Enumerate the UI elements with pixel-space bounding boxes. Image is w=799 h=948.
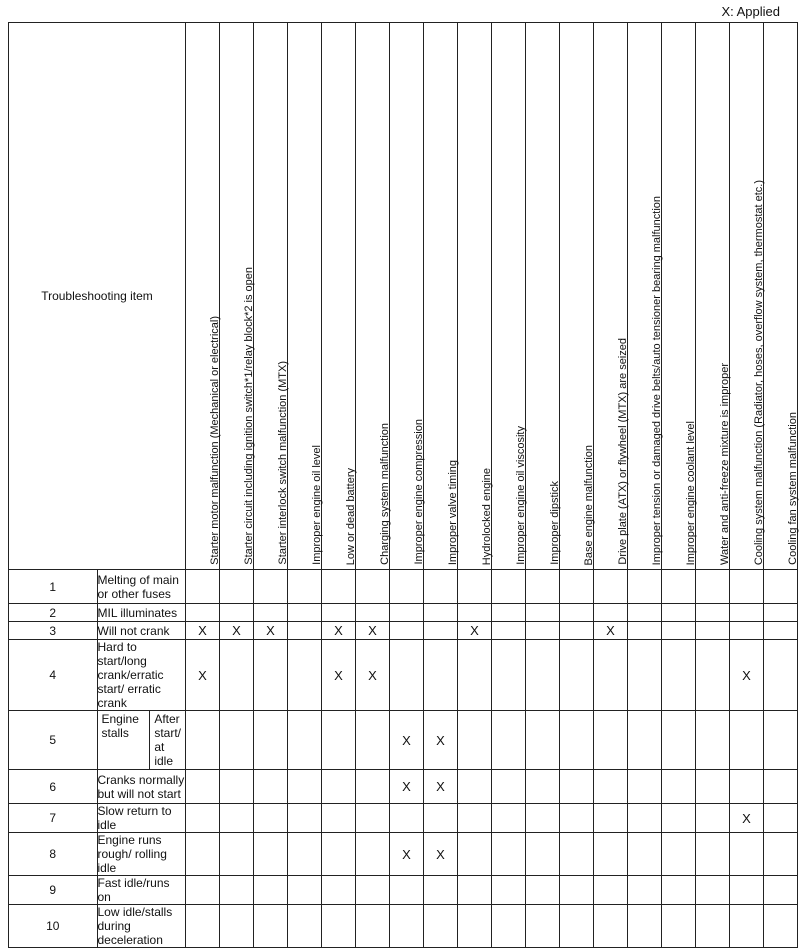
mark-cell [526, 905, 560, 948]
mark-cell [288, 711, 322, 770]
troubleshooting-item: Fast idle/runs on [97, 876, 186, 905]
mark-cell: X [322, 640, 356, 711]
mark-cell [594, 905, 628, 948]
mark-cell [186, 711, 220, 770]
mark-cell [696, 770, 730, 804]
mark-cell [492, 804, 526, 833]
mark-cell [322, 570, 356, 604]
mark-cell [696, 622, 730, 640]
mark-cell [322, 711, 356, 770]
cause-label: Starter circuit including ignition switch*1/relay block*2 is open [242, 267, 255, 565]
mark-cell [254, 711, 288, 770]
mark-cell [288, 640, 322, 711]
mark-cell [730, 876, 764, 905]
mark-cell [526, 770, 560, 804]
mark-cell [458, 570, 492, 604]
mark-cell [254, 570, 288, 604]
mark-cell [662, 604, 696, 622]
mark-cell [764, 804, 798, 833]
mark-cell [458, 711, 492, 770]
mark-cell [594, 640, 628, 711]
row-number: 7 [9, 804, 98, 833]
cause-label: Water and anti-freeze mixture is improper [718, 363, 731, 565]
cause-label: Starter motor malfunction (Mechanical or electrical) [208, 316, 221, 565]
mark-cell: X [458, 622, 492, 640]
mark-cell [764, 640, 798, 711]
mark-cell [322, 833, 356, 876]
mark-cell [254, 905, 288, 948]
mark-cell [662, 905, 696, 948]
cause-column-header [322, 23, 356, 570]
mark-cell [764, 604, 798, 622]
mark-cell: X [254, 622, 288, 640]
item-sub-label: After start/ at idle [154, 712, 181, 768]
mark-cell [186, 876, 220, 905]
mark-cell [424, 905, 458, 948]
mark-cell [696, 804, 730, 833]
cause-label: Low or dead battery [344, 467, 357, 565]
mark-cell [288, 622, 322, 640]
mark-cell [458, 905, 492, 948]
cause-label: Starter interlock switch malfunction (MTX) [276, 361, 289, 565]
mark-cell [560, 876, 594, 905]
mark-cell: X [220, 622, 254, 640]
mark-cell: X [424, 770, 458, 804]
mark-cell [662, 804, 696, 833]
cause-column-header [764, 23, 798, 570]
cause-label: Improper engine oil level [310, 445, 323, 565]
mark-cell [322, 876, 356, 905]
mark-cell [254, 640, 288, 711]
table-row [9, 876, 798, 905]
mark-cell [730, 622, 764, 640]
mark-cell [764, 622, 798, 640]
troubleshooting-item [97, 711, 186, 770]
troubleshooting-item: Melting of main or other fuses [97, 570, 186, 604]
cause-label: Improper dipstick [548, 481, 561, 565]
cause-label: Improper engine compression [412, 419, 425, 565]
mark-cell [186, 570, 220, 604]
mark-cell [560, 640, 594, 711]
mark-cell [492, 640, 526, 711]
mark-cell [356, 770, 390, 804]
mark-cell [662, 833, 696, 876]
mark-cell [662, 640, 696, 711]
mark-cell [492, 711, 526, 770]
mark-cell [730, 604, 764, 622]
mark-cell [356, 833, 390, 876]
troubleshooting-item: Will not crank [97, 622, 186, 640]
mark-cell [696, 833, 730, 876]
mark-cell [458, 770, 492, 804]
mark-cell [662, 876, 696, 905]
mark-cell [492, 604, 526, 622]
mark-cell [526, 804, 560, 833]
row-number: 2 [9, 604, 98, 622]
table-row [9, 833, 798, 876]
mark-cell [458, 640, 492, 711]
mark-cell [458, 833, 492, 876]
mark-cell [560, 711, 594, 770]
cause-column-header [220, 23, 254, 570]
table-row [9, 604, 798, 622]
mark-cell [322, 905, 356, 948]
mark-cell: X [186, 640, 220, 711]
mark-cell [220, 833, 254, 876]
cause-column-header [492, 23, 526, 570]
cause-label: Improper tension or damaged drive belts/auto tensioner bearing malfunction [650, 195, 663, 565]
mark-cell [764, 833, 798, 876]
mark-cell [390, 640, 424, 711]
row-number: 5 [9, 711, 98, 770]
mark-cell [356, 905, 390, 948]
troubleshooting-item: Cranks normally but will not start [97, 770, 186, 804]
mark-cell [730, 833, 764, 876]
mark-cell [356, 804, 390, 833]
cause-label: Base engine malfunction [582, 444, 595, 565]
row-number: 6 [9, 770, 98, 804]
row-number: 3 [9, 622, 98, 640]
cause-column-header [696, 23, 730, 570]
mark-cell [526, 604, 560, 622]
mark-cell [526, 711, 560, 770]
mark-cell [458, 604, 492, 622]
mark-cell [424, 876, 458, 905]
mark-cell [628, 833, 662, 876]
row-number: 8 [9, 833, 98, 876]
mark-cell [220, 804, 254, 833]
mark-cell [458, 804, 492, 833]
mark-cell: X [730, 804, 764, 833]
item-main-label: Engine stalls [98, 711, 151, 769]
mark-cell [186, 833, 220, 876]
mark-cell [424, 622, 458, 640]
cause-column-header [628, 23, 662, 570]
mark-cell [322, 804, 356, 833]
cause-label: Drive plate (ATX) or flywheel (MTX) are seized [616, 338, 629, 565]
cause-column-header [356, 23, 390, 570]
mark-cell [594, 711, 628, 770]
cause-column-header [390, 23, 424, 570]
cause-label: Cooling system malfunction (Radiator, hoses, overflow system, thermostat etc.) [752, 179, 765, 565]
cause-column-header [560, 23, 594, 570]
mark-cell [390, 905, 424, 948]
mark-cell [560, 604, 594, 622]
mark-cell [322, 604, 356, 622]
mark-cell [492, 570, 526, 604]
mark-cell [696, 604, 730, 622]
mark-cell [696, 570, 730, 604]
mark-cell [662, 770, 696, 804]
mark-cell [662, 711, 696, 770]
table-row [9, 770, 798, 804]
mark-cell [696, 711, 730, 770]
cause-column-header [186, 23, 220, 570]
mark-cell [288, 770, 322, 804]
cause-label: Hydrolocked engine [480, 467, 493, 565]
mark-cell [628, 804, 662, 833]
legend-applied: X: Applied [721, 4, 780, 19]
mark-cell: X [390, 770, 424, 804]
mark-cell [628, 711, 662, 770]
mark-cell [356, 604, 390, 622]
mark-cell [390, 570, 424, 604]
mark-cell [492, 622, 526, 640]
mark-cell [254, 804, 288, 833]
mark-cell [424, 804, 458, 833]
troubleshooting-item: Engine runs rough/ rolling idle [97, 833, 186, 876]
cause-label: Charging system malfunction [378, 423, 391, 565]
mark-cell [628, 622, 662, 640]
mark-cell [560, 570, 594, 604]
mark-cell: X [424, 833, 458, 876]
mark-cell [628, 770, 662, 804]
mark-cell [594, 604, 628, 622]
header-row [9, 23, 798, 570]
mark-cell [186, 905, 220, 948]
mark-cell [764, 905, 798, 948]
mark-cell [288, 604, 322, 622]
mark-cell [390, 804, 424, 833]
mark-cell [390, 604, 424, 622]
mark-cell [356, 711, 390, 770]
mark-cell: X [322, 622, 356, 640]
cause-column-header [424, 23, 458, 570]
mark-cell [696, 905, 730, 948]
table-row [9, 640, 798, 711]
mark-cell [560, 833, 594, 876]
mark-cell [254, 770, 288, 804]
cause-column-header [254, 23, 288, 570]
mark-cell [696, 876, 730, 905]
cause-column-header [526, 23, 560, 570]
mark-cell [526, 570, 560, 604]
mark-cell [730, 770, 764, 804]
mark-cell [424, 570, 458, 604]
mark-cell [492, 905, 526, 948]
cause-label: Improper valve timing [446, 459, 459, 565]
mark-cell [628, 570, 662, 604]
mark-cell [424, 604, 458, 622]
mark-cell [662, 570, 696, 604]
mark-cell [254, 604, 288, 622]
mark-cell [560, 804, 594, 833]
mark-cell [662, 622, 696, 640]
mark-cell [186, 770, 220, 804]
mark-cell [594, 770, 628, 804]
mark-cell [764, 876, 798, 905]
cause-column-header [458, 23, 492, 570]
mark-cell [220, 570, 254, 604]
troubleshooting-item: MIL illuminates [97, 604, 186, 622]
mark-cell [220, 905, 254, 948]
mark-cell [526, 622, 560, 640]
mark-cell: X [356, 622, 390, 640]
table-row [9, 570, 798, 604]
mark-cell [594, 804, 628, 833]
row-number: 1 [9, 570, 98, 604]
mark-cell [628, 876, 662, 905]
cause-label: Improper engine coolant level [684, 420, 697, 565]
mark-cell [594, 570, 628, 604]
mark-cell [764, 711, 798, 770]
mark-cell [458, 876, 492, 905]
mark-cell [594, 833, 628, 876]
mark-cell [390, 622, 424, 640]
mark-cell [764, 770, 798, 804]
mark-cell [526, 876, 560, 905]
cause-column-header [594, 23, 628, 570]
mark-cell [764, 570, 798, 604]
troubleshooting-item: Hard to start/long crank/erratic start/ erratic crank [97, 640, 186, 711]
mark-cell [560, 770, 594, 804]
mark-cell [424, 640, 458, 711]
mark-cell: X [594, 622, 628, 640]
mark-cell [526, 640, 560, 711]
table-row [9, 804, 798, 833]
mark-cell [288, 804, 322, 833]
mark-cell [492, 770, 526, 804]
cause-label: Cooling fan system malfunction [786, 412, 799, 565]
mark-cell [628, 604, 662, 622]
mark-cell [186, 604, 220, 622]
mark-cell [254, 833, 288, 876]
row-number: 9 [9, 876, 98, 905]
mark-cell [220, 640, 254, 711]
mark-cell [594, 876, 628, 905]
mark-cell [288, 570, 322, 604]
mark-cell: X [390, 711, 424, 770]
cause-label: Improper engine oil viscosity [514, 426, 527, 565]
mark-cell [628, 640, 662, 711]
troubleshooting-table [8, 22, 798, 948]
mark-cell [288, 876, 322, 905]
mark-cell: X [356, 640, 390, 711]
table-row [9, 711, 798, 770]
mark-cell [220, 711, 254, 770]
mark-cell [288, 833, 322, 876]
mark-cell: X [186, 622, 220, 640]
troubleshooting-item-header: Troubleshooting item [9, 23, 186, 570]
cause-column-header [662, 23, 696, 570]
mark-cell [492, 876, 526, 905]
mark-cell [526, 833, 560, 876]
mark-cell: X [390, 833, 424, 876]
mark-cell [560, 622, 594, 640]
mark-cell [220, 876, 254, 905]
table-row [9, 622, 798, 640]
cause-column-header [730, 23, 764, 570]
cause-column-header [288, 23, 322, 570]
mark-cell [356, 570, 390, 604]
mark-cell [254, 876, 288, 905]
troubleshooting-item: Low idle/stalls during deceleration [97, 905, 186, 948]
troubleshooting-item: Slow return to idle [97, 804, 186, 833]
mark-cell [560, 905, 594, 948]
mark-cell: X [424, 711, 458, 770]
mark-cell [730, 711, 764, 770]
mark-cell [186, 804, 220, 833]
mark-cell [288, 905, 322, 948]
mark-cell [220, 770, 254, 804]
mark-cell: X [730, 640, 764, 711]
mark-cell [220, 604, 254, 622]
mark-cell [390, 876, 424, 905]
mark-cell [730, 570, 764, 604]
mark-cell [492, 833, 526, 876]
mark-cell [628, 905, 662, 948]
row-number: 4 [9, 640, 98, 711]
table-row [9, 905, 798, 948]
mark-cell [696, 640, 730, 711]
mark-cell [730, 905, 764, 948]
row-number: 10 [9, 905, 98, 948]
mark-cell [322, 770, 356, 804]
mark-cell [356, 876, 390, 905]
